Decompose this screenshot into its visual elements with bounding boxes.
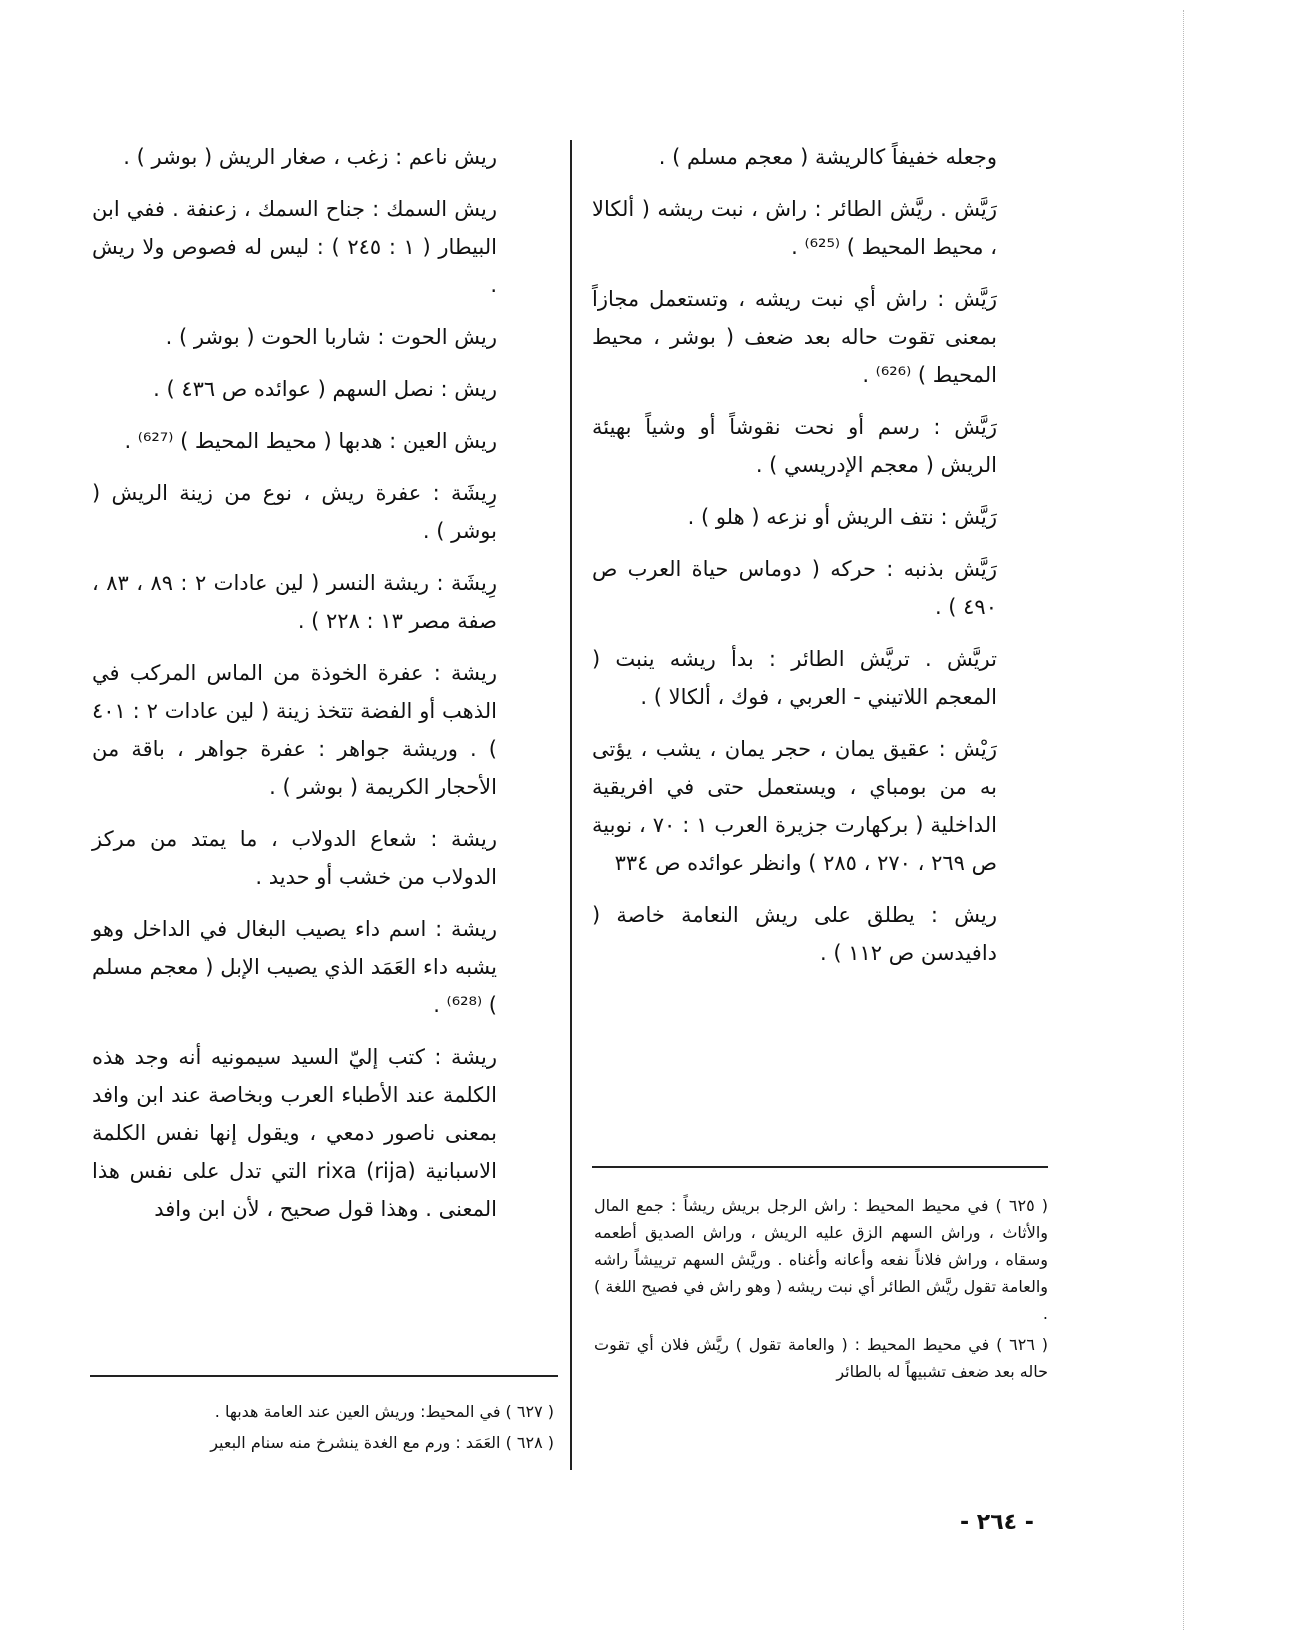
left-column — [92, 138, 497, 1242]
footnote: ( ٦٢٨ ) العَمَد : ورم مع الغدة ينشرخ منه سنام البعير — [210, 1433, 554, 1452]
entry-paragraph: رَيَّش : رسم أو نحت نقوشاً أو وشياً بهيئة الريش ( معجم الإدريسي ) . — [592, 415, 997, 477]
footnote: ( ٦٢٥ ) في محيط المحيط : راش الرجل بريش ريشاً : جمع المال والأثاث ، وراش السهم الزق عليه الريش ، وراش الصديق أطعمه وسقاه ، وراش فلاناً نفعه وأعانه وأغناه . وريَّش السهم ترييشاً راشه والعامة تقول ريَّش الطائر أي نبت ريشه ( وهو راش في فصيح اللغة ) . — [594, 1196, 1048, 1323]
entry-paragraph: رَيَّش : نتف الريش أو نزعه ( هلو ) . — [687, 505, 997, 529]
entry-paragraph: رَيْش : عقيق يمان ، حجر يمان ، يشب ، يؤتى به من بومباي ، ويستعمل حتى في افريقية الداخلية ( بركهارت جزيرة العرب ١ : ٧٠ ، نوبية ص ٢٦٩ ، ٢٧٠ ، ٢٨٥ ) وانظر عوائده ص ٣٣٤ — [592, 737, 997, 875]
entry-paragraph: رِيشَة : ريشة النسر ( لين عادات ٢ : ٨٩ ، ٨٣ ، صفة مصر ١٣ : ٢٢٨ ) . — [92, 571, 497, 633]
scan-edge-line — [1183, 10, 1184, 1630]
page-number: - ٢٦٤ - — [960, 1510, 1034, 1535]
entry-paragraph: ريشة : عفرة الخوذة من الماس المركب في الذهب أو الفضة تتخذ زينة ( لين عادات ٢ : ٤٠١ ) . وريشة جواهر : عفرة جواهر ، باقة من الأحجار الكريمة ( بوشر ) . — [92, 661, 497, 799]
entry-paragraph: تريَّش . تريَّش الطائر : بدأ ريشه ينبت ( المعجم اللاتيني - العربي ، فوك ، ألكالا ) . — [592, 647, 997, 709]
footnote-rule-left — [90, 1375, 558, 1377]
entry-paragraph: رَيَّش بذنبه : حركه ( دوماس حياة العرب ص ٤٩٠ ) . — [592, 557, 997, 619]
entry-paragraph: ريش السمك : جناح السمك ، زعنفة . ففي ابن البيطار ( ١ : ٢٤٥ ) : ليس له فصوص ولا ريش . — [92, 197, 497, 297]
entry-paragraph: رَيَّش . ريَّش الطائر : راش ، نبت ريشه ( ألكالا ، محيط المحيط ) ⁽⁶²⁵⁾ . — [592, 197, 997, 259]
footnote: ( ٦٢٧ ) في المحيط: وريش العين عند العامة هدبها . — [214, 1402, 554, 1421]
entry-paragraph: ريش ناعم : زغب ، صغار الريش ( بوشر ) . — [123, 145, 497, 169]
footnote: ( ٦٢٦ ) في محيط المحيط : ( والعامة تقول ) ريَّش فلان أي تقوت حاله بعد ضعف تشبيهاً له بالطائر — [594, 1335, 1049, 1381]
footnotes-left — [150, 1398, 554, 1460]
entry-paragraph: ريش الحوت : شاربا الحوت ( بوشر ) . — [165, 325, 497, 349]
entry-paragraph: ريش : نصل السهم ( عوائده ص ٤٣٦ ) . — [153, 377, 497, 401]
entry-paragraph: ريشة : شعاع الدولاب ، ما يمتد من مركز الدولاب من خشب أو حديد . — [92, 827, 497, 889]
entry-paragraph: ريش : يطلق على ريش النعامة خاصة ( دافيدسن ص ١١٢ ) . — [592, 903, 997, 965]
entry-paragraph: رَيَّش : راش أي نبت ريشه ، وتستعمل مجازاً بمعنى تقوت حاله بعد ضعف ( بوشر ، محيط المحيط ) ⁽⁶²⁶⁾ . — [592, 287, 997, 387]
entry-paragraph: ريش العين : هدبها ( محيط المحيط ) ⁽⁶²⁷⁾ . — [124, 429, 497, 453]
right-column — [592, 138, 997, 986]
entry-paragraph: وجعله خفيفاً كالريشة ( معجم مسلم ) . — [658, 145, 997, 169]
footnotes-right — [594, 1192, 1048, 1389]
footnote-rule-right — [592, 1166, 1048, 1168]
entry-paragraph: ريشة : اسم داء يصيب البغال في الداخل وهو يشبه داء العَمَد الذي يصيب الإبل ( معجم مسلم ) ⁽⁶²⁸⁾ . — [92, 917, 497, 1017]
column-divider — [570, 140, 572, 1470]
entry-paragraph: ريشة : كتب إليّ السيد سيمونيه أنه وجد هذه الكلمة عند الأطباء العرب وبخاصة عند ابن وافد بمعنى ناصور دمعي ، ويقول إنها نفس الكلمة الاسبانية rixa (rija) التي تدل على نفس هذا المعنى . وهذا قول صحيح ، لأن ابن وافد — [92, 1045, 497, 1221]
entry-paragraph: رِيشَة : عفرة ريش ، نوع من زينة الريش ( بوشر ) . — [92, 481, 497, 543]
